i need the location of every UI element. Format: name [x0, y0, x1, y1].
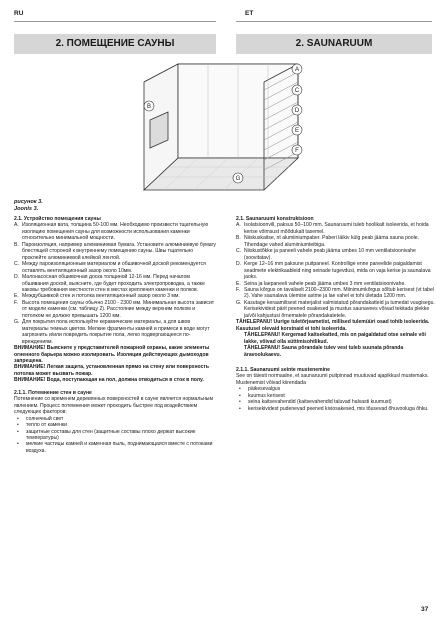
sauna-construction-diagram: [138, 60, 306, 198]
label-c: C: [294, 88, 300, 94]
list-item: D. Малонасосная обшивочная доска толщиной 12-16 мм. Перед началом обшивания доской, выясните, где будет проходить электропроводка, а также каковы требования местности стен в местах крепления каменки и полков.: [14, 274, 205, 293]
subheading-ru: 2.1.1. Потемнение стен в сауне: [14, 389, 92, 396]
list-item: A. Isolatsioonvill, paksus 50–100 mm. Saunaruumi tuleb hoolikalt isoleerida, et hoida kerise võimsust mõõdukalt tasemel.: [236, 222, 429, 235]
subsection-intro-ru: Потемнение со временем деревянных поверхностей в сауне является нормальным явлением. Процесс потемнения может проходить быстрее под воздействием следующих факторов:: [14, 396, 213, 416]
list-item: • kuumus kerisest: [239, 392, 285, 399]
label-d: D: [294, 108, 300, 114]
heading-et: 2.1. Saunaruumi konstruktsioon: [236, 216, 314, 222]
warning-et-1: TÄHELEPANU! Uurige tuletõrjeametist, millised tulemüüri osad tohib isoleerida. Kasutusel olevaid korstnaid ei tohi isoleerida.: [236, 319, 430, 332]
language-code-et: ET: [245, 10, 254, 17]
heading-ru: 2.1. Устройство помещения сауны: [14, 216, 101, 222]
subheading-et: 2.1.1. Saunaruumi seinte mustenemine: [236, 366, 330, 373]
list-item: G. Kasutage keraamilisest materjalist valmistatud põrandakatteid ja tumedat vuugisegu. Kerisekividest pärit peened osakesed ja mustus saunavees võivad tekitada plekke ja/või kahjustusi õrnematele põrandakatetele.: [236, 299, 435, 319]
section-title-ru: 2. ПОМЕЩЕНИЕ САУНЫ: [55, 38, 175, 49]
label-e: E: [294, 128, 300, 134]
language-code-ru: RU: [14, 10, 24, 17]
list-item: B. Пароизоляция, например алюминиевая бумага. Установите алюминиевую бумагу блестящей стороной к внутреннему помещению сауны. Швы тщательно проклейте алюминиевой клейкой лентой.: [14, 241, 216, 261]
warning-et-2: TÄHELEPANU! Kergemad kaitsekatted, mis on paigaldatud otse seinale või lakke, võivad olla süttimisohtlikud.: [244, 332, 426, 345]
list-item: • тепло от каменки: [17, 422, 68, 429]
list-item: A. Изоляционная вата, толщина 50-100 мм. Необходимо произвести тщательную изоляцию помещения сауны для возможности использования каменки относительно минимальной мощности.: [14, 222, 209, 242]
list-item: F. Высота помещения сауны обычно 2100 - 2300 мм. Минимальная высота зависит от модели каменки (см. таблицу 2). Расстояние между верхним полком и потолком не должно превышать 1200 мм.: [14, 299, 215, 319]
label-g: G: [235, 176, 241, 182]
warning-et-3: TÄHELEPANU! Sauna põrandale tulev vesi tuleb suunata põranda äravoolukaevu.: [244, 345, 404, 358]
figure-caption-ru: рисунок 3.: [14, 199, 43, 205]
warning-ru-2: ВНИМАНИЕ! Легкая защита, установленная прямо на стену или поверхность потолка может вызвать пожар.: [14, 364, 210, 377]
header-rule-et: [236, 21, 432, 22]
list-item: • солнечный свет: [17, 415, 64, 422]
figure-caption-et: Joonis 3.: [14, 206, 39, 212]
list-item: E. Seina ja laepaneeli vahele peab jääma umbes 3 mm ventilatsioonivahe.: [236, 280, 406, 287]
warning-ru-1: ВНИМАНИЕ! Выясните у представителей пожарной охраны, какие элементы огненного барьера можно изолировать. Изоляция действующих дымоходов запрещена.: [14, 345, 210, 364]
list-item: • seina kaitsevahendid (kaitsevahendid taluvad halvasti kuumust): [239, 399, 392, 406]
list-item: E. Междубшивкой стен и потолка вентиляционный зазор около 3 мм.: [14, 293, 180, 300]
list-item: C. Между пароизоляционным материалом и обшивочной доской рекомендуется оставлять вентиляционный зазор около 10мм.: [14, 261, 206, 274]
list-item: • мелкие частицы камней и каменная пыль, поднимающаяся вместе с потоками воздуха.: [17, 441, 213, 454]
list-item: G. Для покрытия пола используйте керамические материалы, а для швов материалы темных цветов. Мелкие фрагменты камней и примеси в воде могут загрязнить и/или повредить покрытие пола, легко подвергающееся повреждениям.: [14, 319, 210, 345]
list-item: • päikesevalgus: [239, 386, 281, 393]
list-item: • kerisekividest pudenevad peened kiviosakesed, mis tõusevad õhuvooluga õhku.: [239, 405, 429, 412]
section-title-et: 2. SAUNARUUM: [295, 38, 373, 49]
list-item: D. Kerge 12–16 mm paksune puitpaneel. Kontrollige enne paneelide paigaldamist seadmete elektrikaableid ning seinade tugevdusi, mida on vaja kerise ja saunalava jaoks.: [236, 261, 431, 281]
list-item: C. Niiskustõkke ja paneeli vahele peab jääma umbes 10 mm ventilatsioonivahe (soovitatav).: [236, 248, 416, 261]
list-item: • защитные составы для стен (защитные составы плохо держат высокие температуры): [17, 428, 196, 441]
label-f: F: [295, 148, 299, 154]
figure-caption: [14, 199, 43, 213]
column-et: [236, 216, 438, 412]
label-a: A: [294, 67, 300, 73]
header-rule-ru: [14, 21, 216, 22]
subsection-intro-et: See on täiesti normaalne, et saunaruumi puitpinnad muutuvad ajapikkusl mustemaks. Mustenemist võivad kiirendada: [236, 373, 429, 386]
list-item: B. Niiskuskaitse, nt alumiiniumpaber. Paberi läikiv külg peab jääma sauna poole. Tihendage vahed alumiiniumteibiga.: [236, 235, 419, 248]
label-b: B: [146, 104, 152, 110]
list-item: F. Sauna kõrgus on tavaliselt 2100–2300 mm. Miinimumkõrgus sõltub kerisest (vt tabel 2). Vahe saunalava ülemise astme ja lae vahel ei tohi ületada 1200 mm.: [236, 286, 434, 300]
column-ru: [14, 216, 216, 454]
page-number: 37: [421, 606, 429, 613]
warning-ru-3: ВНИМАНИЕ! Вода, поступающая на пол, должна отводиться в сток в полу.: [14, 377, 204, 384]
